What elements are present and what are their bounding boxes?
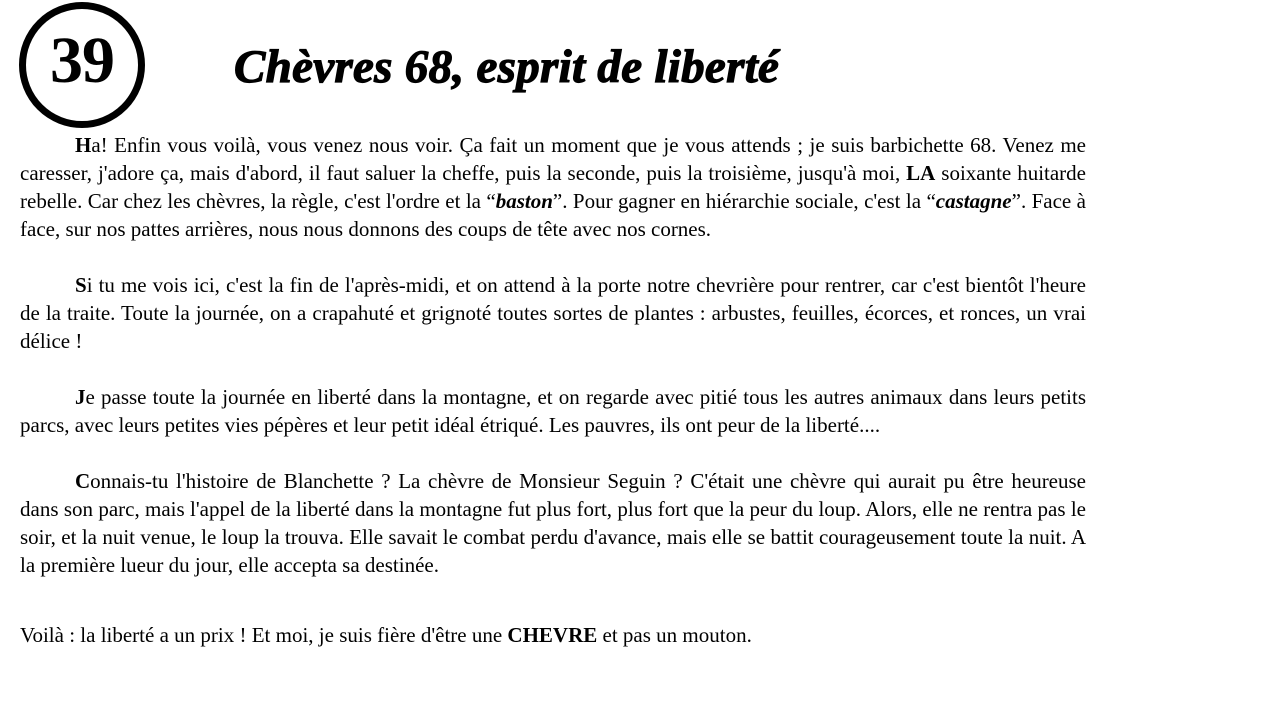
closing-text: Voilà : la liberté a un prix ! Et moi, je suis fière d'être une — [20, 623, 508, 647]
bold-emphasis: CHEVRE — [507, 623, 598, 647]
chapter-number-badge — [19, 2, 145, 128]
italic-emphasis: baston — [495, 189, 553, 213]
paragraph-text: a! Enfin vous voilà, vous venez nous voir. Ça fait un moment que je vous attends ; je suis barbichette 68. Venez me caresser, j'adore ça, mais d'abord, il faut saluer la cheffe, puis la seconde, puis la troisième, jusqu'à moi, — [20, 133, 1086, 185]
closing-text: et pas un mouton. — [597, 623, 752, 647]
bold-emphasis: LA — [906, 161, 936, 185]
paragraph-initial: H — [75, 133, 92, 157]
paragraph-initial: S — [75, 273, 87, 297]
paragraph-text: onnais-tu l'histoire de Blanchette ? La chèvre de Monsieur Seguin ? C'était une chèvre qui aurait pu être heureuse dans son parc, mais l'appel de la liberté dans la montagne fut plus fort, plus fort que la peur du loup. Alors, elle ne rentra pas le soir, et la nuit venue, le loup la trouva. Elle savait le combat perdu d'avance, mais elle se battit courageusement toute la nuit. A la première lueur du jour, elle accepta sa destinée. — [20, 469, 1086, 577]
paragraph-text: soixante huitarde rebelle. Car chez les chèvres, la règle, c'est l'ordre et la “ — [20, 161, 1086, 213]
article-body — [20, 131, 1086, 649]
paragraph-text: e passe toute la journée en liberté dans la montagne, et on regarde avec pitié tous les autres animaux dans leurs petits parcs, avec leurs petites vies pépères et leur petit idéal étriqué. Les pauvres, ils ont peur de la liberté.... — [20, 385, 1086, 437]
paragraph-initial: C — [75, 469, 91, 493]
italic-emphasis: castagne — [935, 189, 1012, 213]
paragraph-spacer — [20, 579, 1086, 621]
paragraph-spacer — [20, 439, 1086, 467]
paragraph-2 — [20, 271, 1086, 355]
paragraph-text: ”. Face à face, sur nos pattes arrières, nous nous donnons des coups de tête avec nos cornes. — [20, 189, 1086, 241]
paragraph-text: i tu me vois ici, c'est la fin de l'après-midi, et on attend à la porte notre chevrière pour rentrer, car c'est bientôt l'heure de la traite. Toute la journée, on a crapahuté et grignoté toutes sortes de plantes : arbustes, feuilles, écorces, et ronces, un vrai délice ! — [20, 273, 1086, 353]
paragraph-initial: J — [75, 385, 86, 409]
paragraph-3 — [20, 383, 1086, 439]
chapter-number: 39 — [50, 24, 114, 97]
paragraph-text: ”. Pour gagner en hiérarchie sociale, c'est la “ — [552, 189, 936, 213]
paragraph-4 — [20, 467, 1086, 579]
closing-line — [20, 621, 1086, 649]
page-title: Chèvres 68, esprit de liberté — [234, 41, 780, 93]
paragraph-spacer — [20, 243, 1086, 271]
paragraph-1 — [20, 131, 1086, 243]
paragraph-spacer — [20, 355, 1086, 383]
